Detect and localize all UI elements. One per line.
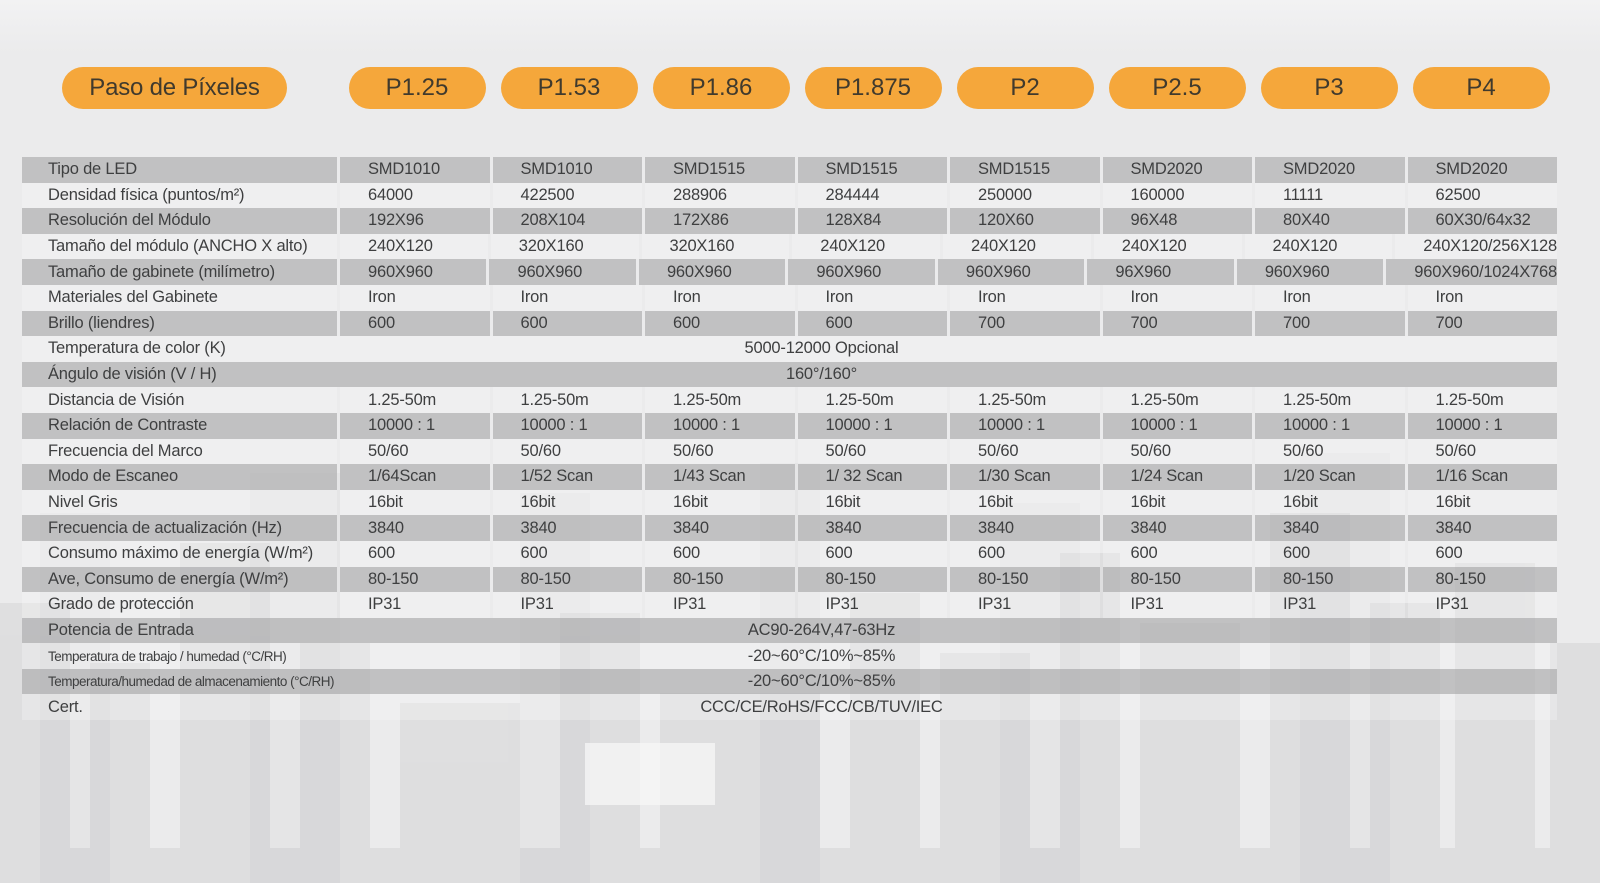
cell-value: 320X160 xyxy=(642,234,790,260)
cell-value: 50/60 xyxy=(798,439,948,465)
row-label: Temperatura de trabajo / humedad (°C/RH) xyxy=(48,648,287,664)
table-row xyxy=(22,567,1557,593)
pixel-pitch-pills xyxy=(341,67,1557,109)
cell-value: 50/60 xyxy=(645,439,795,465)
cell-value: 3840 xyxy=(493,515,643,541)
cell-value: SMD2020 xyxy=(1255,157,1405,183)
row-label: Relación de Contraste xyxy=(22,413,337,439)
pitch-pill-p1.86: P1.86 xyxy=(653,67,790,109)
cell-value: 600 xyxy=(645,311,795,337)
row-span-value: 5000-12000 Opcional xyxy=(744,339,899,358)
cell-value: 700 xyxy=(1103,311,1253,337)
cell-value: 600 xyxy=(340,541,490,567)
cell-value: 50/60 xyxy=(1103,439,1253,465)
cell-value: 11111 xyxy=(1255,183,1405,209)
pitch-pill-p1.875: P1.875 xyxy=(805,67,942,109)
row-label: Nivel Gris xyxy=(22,490,337,516)
table-row xyxy=(22,311,1557,337)
cell-value: 240X120 xyxy=(1094,234,1242,260)
cell-value: 1/30 Scan xyxy=(950,464,1100,490)
header-row xyxy=(62,67,1557,109)
table-row xyxy=(22,618,1557,644)
cell-value: 1/64Scan xyxy=(340,464,490,490)
pill-slot xyxy=(1405,67,1557,109)
cell-value: SMD1010 xyxy=(493,157,643,183)
cell-value: Iron xyxy=(493,285,643,311)
cell-value: 192X96 xyxy=(340,208,490,234)
cell-value: IP31 xyxy=(798,592,948,618)
cell-value: 16bit xyxy=(798,490,948,516)
table-row xyxy=(22,183,1557,209)
cell-value: 600 xyxy=(1255,541,1405,567)
cell-value: 1.25-50m xyxy=(1103,387,1253,413)
cell-value: 1/ 32 Scan xyxy=(798,464,948,490)
row-span-value: -20~60°C/10%~85% xyxy=(747,646,896,665)
cell-value: 700 xyxy=(1255,311,1405,337)
cell-value: SMD2020 xyxy=(1103,157,1253,183)
cell-value: IP31 xyxy=(493,592,643,618)
pitch-pill-p2: P2 xyxy=(957,67,1094,109)
cell-value: 10000 : 1 xyxy=(340,413,490,439)
cell-value: 80X40 xyxy=(1255,208,1405,234)
cell-value: IP31 xyxy=(1408,592,1558,618)
cell-value: 600 xyxy=(1103,541,1253,567)
cell-value: Iron xyxy=(950,285,1100,311)
cell-value: 80-150 xyxy=(1255,567,1405,593)
pitch-pill-p4: P4 xyxy=(1413,67,1550,109)
pill-slot xyxy=(493,67,645,109)
table-row xyxy=(22,643,1557,669)
cell-value: 16bit xyxy=(1408,490,1558,516)
table-row xyxy=(22,490,1557,516)
cell-value: 80-150 xyxy=(798,567,948,593)
cell-value: 240X120 xyxy=(340,234,488,260)
cell-value: 600 xyxy=(1408,541,1558,567)
row-label: Grado de protección xyxy=(22,592,337,618)
table-row xyxy=(22,464,1557,490)
cell-value: 172X86 xyxy=(645,208,795,234)
cell-value: 1.25-50m xyxy=(340,387,490,413)
cell-value: SMD1515 xyxy=(950,157,1100,183)
cell-value: 320X160 xyxy=(491,234,639,260)
pitch-pill-p1.25: P1.25 xyxy=(349,67,486,109)
table-row xyxy=(22,208,1557,234)
pill-slot xyxy=(1101,67,1253,109)
cell-value: 960X960 xyxy=(639,259,785,285)
cell-value: 3840 xyxy=(340,515,490,541)
cell-value: 10000 : 1 xyxy=(1408,413,1558,439)
cell-value: 960X960 xyxy=(938,259,1084,285)
row-label: Materiales del Gabinete xyxy=(22,285,337,311)
row-label: Frecuencia del Marco xyxy=(22,439,337,465)
cell-value: Iron xyxy=(1103,285,1253,311)
row-span-value: -20~60°C/10%~85% xyxy=(747,672,896,691)
cell-value: 3840 xyxy=(950,515,1100,541)
pill-slot xyxy=(341,67,493,109)
table-row xyxy=(22,387,1557,413)
cell-value: 1.25-50m xyxy=(493,387,643,413)
cell-value: 80-150 xyxy=(340,567,490,593)
table-row xyxy=(22,157,1557,183)
cell-value: 600 xyxy=(645,541,795,567)
cell-value: 80-150 xyxy=(1408,567,1558,593)
cell-value: Iron xyxy=(645,285,795,311)
cell-value: Iron xyxy=(1408,285,1558,311)
table-row xyxy=(22,694,1557,720)
cell-value: 50/60 xyxy=(493,439,643,465)
cell-value: 10000 : 1 xyxy=(950,413,1100,439)
cell-value: 120X60 xyxy=(950,208,1100,234)
cell-value: 10000 : 1 xyxy=(798,413,948,439)
table-row xyxy=(22,362,1557,388)
cell-value: 422500 xyxy=(493,183,643,209)
table-row xyxy=(22,413,1557,439)
table-row xyxy=(22,592,1557,618)
row-label: Potencia de Entrada xyxy=(48,620,194,639)
pitch-pill-p3: P3 xyxy=(1261,67,1398,109)
cell-value: 240X120/256X128 xyxy=(1395,234,1557,260)
cell-value: 80-150 xyxy=(1103,567,1253,593)
row-label: Brillo (liendres) xyxy=(22,311,337,337)
cell-value: 1/52 Scan xyxy=(493,464,643,490)
table-row xyxy=(22,669,1557,695)
cell-value: 600 xyxy=(493,311,643,337)
cell-value: 960X960 xyxy=(489,259,635,285)
cell-value: 1.25-50m xyxy=(645,387,795,413)
cell-value: 16bit xyxy=(493,490,643,516)
cell-value: 3840 xyxy=(1255,515,1405,541)
spec-table xyxy=(22,157,1557,720)
cell-value: IP31 xyxy=(645,592,795,618)
cell-value: IP31 xyxy=(1255,592,1405,618)
cell-value: 700 xyxy=(950,311,1100,337)
row-span-value: CCC/CE/RoHS/FCC/CB/TUV/IEC xyxy=(700,697,943,716)
cell-value: 208X104 xyxy=(493,208,643,234)
cell-value: 600 xyxy=(798,541,948,567)
cell-value: 1/43 Scan xyxy=(645,464,795,490)
table-row xyxy=(22,336,1557,362)
cell-value: 240X120 xyxy=(792,234,940,260)
pill-slot xyxy=(949,67,1101,109)
cell-value: 960X960/1024X768 xyxy=(1386,259,1557,285)
cell-value: 10000 : 1 xyxy=(645,413,795,439)
cell-value: SMD2020 xyxy=(1408,157,1558,183)
cell-value: 3840 xyxy=(798,515,948,541)
cell-value: SMD1515 xyxy=(645,157,795,183)
cell-value: 960X960 xyxy=(1237,259,1383,285)
cell-value: 600 xyxy=(798,311,948,337)
row-label: Tamaño del módulo (ANCHO X alto) xyxy=(22,234,337,260)
row-label: Ángulo de visión (V / H) xyxy=(48,365,217,384)
cell-value: 160000 xyxy=(1103,183,1253,209)
pitch-pill-p1.53: P1.53 xyxy=(501,67,638,109)
table-row xyxy=(22,515,1557,541)
cell-value: 60X30/64x32 xyxy=(1408,208,1558,234)
table-row xyxy=(22,259,1557,285)
cell-value: 16bit xyxy=(950,490,1100,516)
cell-value: 600 xyxy=(950,541,1100,567)
row-label: Ave, Consumo de energía (W/m²) xyxy=(22,567,337,593)
table-row xyxy=(22,234,1557,260)
cell-value: 80-150 xyxy=(950,567,1100,593)
row-label: Densidad física (puntos/m²) xyxy=(22,183,337,209)
cell-value: 600 xyxy=(493,541,643,567)
pitch-pill-p2.5: P2.5 xyxy=(1109,67,1246,109)
cell-value: SMD1515 xyxy=(798,157,948,183)
cell-value: 96X960 xyxy=(1087,259,1233,285)
cell-value: 10000 : 1 xyxy=(1255,413,1405,439)
row-span-value: AC90-264V,47-63Hz xyxy=(747,620,896,639)
cell-value: 1.25-50m xyxy=(1255,387,1405,413)
cell-value: 250000 xyxy=(950,183,1100,209)
cell-value: 960X960 xyxy=(340,259,486,285)
cell-value: 960X960 xyxy=(788,259,934,285)
cell-value: 284444 xyxy=(798,183,948,209)
row-label: Resolución del Módulo xyxy=(22,208,337,234)
cell-value: 96X48 xyxy=(1103,208,1253,234)
cell-value: 128X84 xyxy=(798,208,948,234)
cell-value: 1.25-50m xyxy=(1408,387,1558,413)
row-span-value: 160°/160° xyxy=(785,365,858,384)
cell-value: 50/60 xyxy=(340,439,490,465)
cell-value: Iron xyxy=(798,285,948,311)
row-label: Cert. xyxy=(48,697,83,716)
row-label: Distancia de Visión xyxy=(22,387,337,413)
cell-value: 50/60 xyxy=(950,439,1100,465)
row-label: Modo de Escaneo xyxy=(22,464,337,490)
cell-value: 1/20 Scan xyxy=(1255,464,1405,490)
cell-value: 700 xyxy=(1408,311,1558,337)
cell-value: Iron xyxy=(1255,285,1405,311)
row-label: Tamaño de gabinete (milímetro) xyxy=(22,259,337,285)
cell-value: 1.25-50m xyxy=(798,387,948,413)
cell-value: 1.25-50m xyxy=(950,387,1100,413)
row-label: Temperatura/humedad de almacenamiento (°C/RH) xyxy=(48,674,335,690)
row-label: Temperatura de color (K) xyxy=(48,339,226,358)
cell-value: 3840 xyxy=(1408,515,1558,541)
cell-value: 64000 xyxy=(340,183,490,209)
row-label: Consumo máximo de energía (W/m²) xyxy=(22,541,337,567)
cell-value: 80-150 xyxy=(493,567,643,593)
cell-value: IP31 xyxy=(340,592,490,618)
table-row xyxy=(22,285,1557,311)
cell-value: 16bit xyxy=(1103,490,1253,516)
cell-value: 288906 xyxy=(645,183,795,209)
cell-value: 10000 : 1 xyxy=(493,413,643,439)
cell-value: 50/60 xyxy=(1408,439,1558,465)
cell-value: 10000 : 1 xyxy=(1103,413,1253,439)
pill-slot xyxy=(1253,67,1405,109)
cell-value: SMD1010 xyxy=(340,157,490,183)
pixel-pitch-title-pill: Paso de Píxeles xyxy=(62,67,287,109)
pill-slot xyxy=(645,67,797,109)
cell-value: 3840 xyxy=(645,515,795,541)
cell-value: 16bit xyxy=(645,490,795,516)
table-row xyxy=(22,541,1557,567)
cell-value: 1/16 Scan xyxy=(1408,464,1558,490)
cell-value: 62500 xyxy=(1408,183,1558,209)
cell-value: IP31 xyxy=(950,592,1100,618)
cell-value: 50/60 xyxy=(1255,439,1405,465)
cell-value: 600 xyxy=(340,311,490,337)
row-label: Frecuencia de actualización (Hz) xyxy=(22,515,337,541)
pill-slot xyxy=(797,67,949,109)
cell-value: 3840 xyxy=(1103,515,1253,541)
cell-value: IP31 xyxy=(1103,592,1253,618)
cell-value: 240X120 xyxy=(943,234,1091,260)
cell-value: Iron xyxy=(340,285,490,311)
cell-value: 240X120 xyxy=(1245,234,1393,260)
table-row xyxy=(22,439,1557,465)
cell-value: 1/24 Scan xyxy=(1103,464,1253,490)
cell-value: 16bit xyxy=(1255,490,1405,516)
cell-value: 16bit xyxy=(340,490,490,516)
row-label: Tipo de LED xyxy=(22,157,337,183)
cell-value: 80-150 xyxy=(645,567,795,593)
